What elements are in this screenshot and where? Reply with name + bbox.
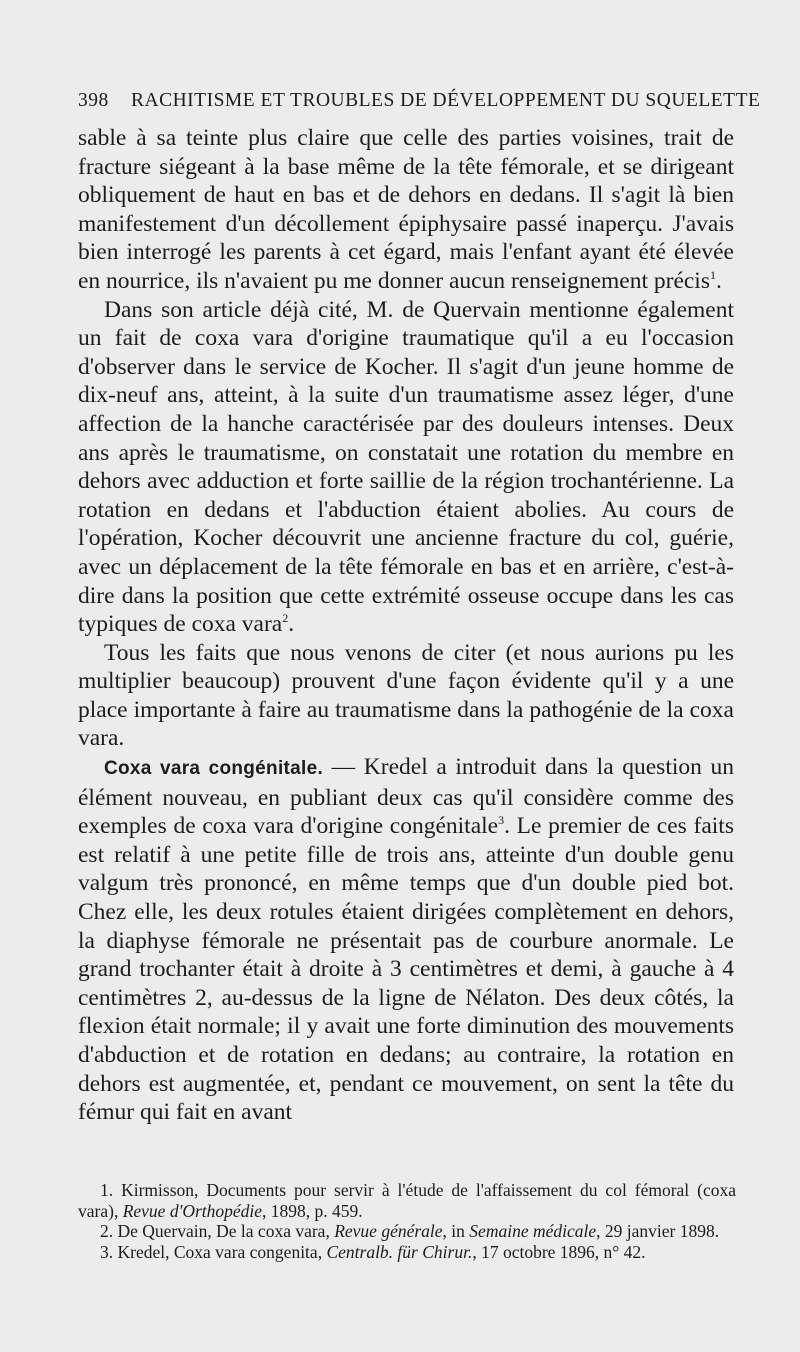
running-header	[78, 90, 761, 118]
footnote-ref: 3	[498, 813, 505, 828]
paragraph: Tous les faits que nous venons de citer (et nous aurions pu les multiplier beaucoup) prouvent d'une façon évidente qu'il y a une place importante à faire au traumatisme dans la pathogénie de la coxa vara.	[78, 639, 734, 752]
footnote-ref: 2	[282, 611, 289, 626]
paragraph: Coxa vara congénitale. — Kredel a introduit dans la question un élément nouveau, en publiant deux cas qu'il considère comme des exemples de coxa vara d'origine congénitale$^3$. Le premier de ces faits est relatif à une petite fille de trois ans, atteinte d'un double genu valgum très prononcé, en même temps que d'un double pied bot. Chez elle, les deux rotules étaient dirigées complètement en dehors, la diaphyse fémorale ne présentait pas de courbure anormale. Le grand trochanter était à droite à 3 centimètres et demi, à gauche à 4 centimètres 2, au-dessus de la ligne de Nélaton. Des deux côtés, la flexion était normale; il y avait une forte diminution des mouvements d'abduction et de rotation en dedans; au contraire, la rotation en dehors est augmentée, et, pendant ce mouvement, on sent la tête du fémur qui fait en avant	[78, 754, 734, 1126]
running-title: RACHITISME ET TROUBLES DE DÉVELOPPEMENT DU SQUELETTE	[131, 90, 761, 111]
footnotes	[78, 1180, 736, 1262]
paragraph: sable à sa teinte plus claire que celle des parties voisines, trait de fracture siégeant à la base même de la tête fémorale, et se dirigeant obliquement de haut en bas et de dehors en dedans. Il s'agit là bien manifestement d'un décollement épiphysaire passé inaperçu. J'avais bien interrogé les parents à cet égard, mais l'enfant ayant été élevée en nourrice, ils n'avaient pu me donner aucun renseignement précis$^1$.	[78, 125, 734, 294]
paragraph: Dans son article déjà cité, M. de Quervain mentionne également un fait de coxa vara d'origine traumatique qu'il a eu l'occasion d'observer dans le service de Kocher. Il s'agit d'un jeune homme de dix-neuf ans, atteint, à la suite d'un traumatisme assez léger, d'une affection de la hanche caractérisée par des douleurs intenses. Deux ans après le traumatisme, on constatait une rotation du membre en dehors avec adduction et forte saillie de la région trochantérienne. La rotation en dedans et l'abduction étaient abolies. Au cours de l'opération, Kocher découvrit une ancienne fracture du col, guérie, avec un déplacement de la tête fémorale en bas et en arrière, c'est-à-dire dans la position que cette extrémité osseuse occupe dans les cas typiques de coxa vara$^2$.	[78, 296, 734, 638]
body-text	[78, 124, 734, 1127]
footnote: 3. Kredel, Coxa vara congenita, Centralb. für Chirur., 17 octobre 1896, n° 42.	[100, 1241, 646, 1262]
page-number: 398	[78, 90, 109, 111]
section-heading: Coxa vara congénitale.	[104, 758, 324, 780]
footnote: 1. Kirmisson, Documents pour servir à l'étude de l'affaissement du col fémoral (coxa vara), Revue d'Orthopédie, 1898, p. 459.	[78, 1180, 736, 1221]
footnote: 2. De Quervain, De la coxa vara, Revue générale, in Semaine médicale, 29 janvier 1898.	[100, 1221, 720, 1241]
footnote-ref: 1	[709, 268, 716, 283]
